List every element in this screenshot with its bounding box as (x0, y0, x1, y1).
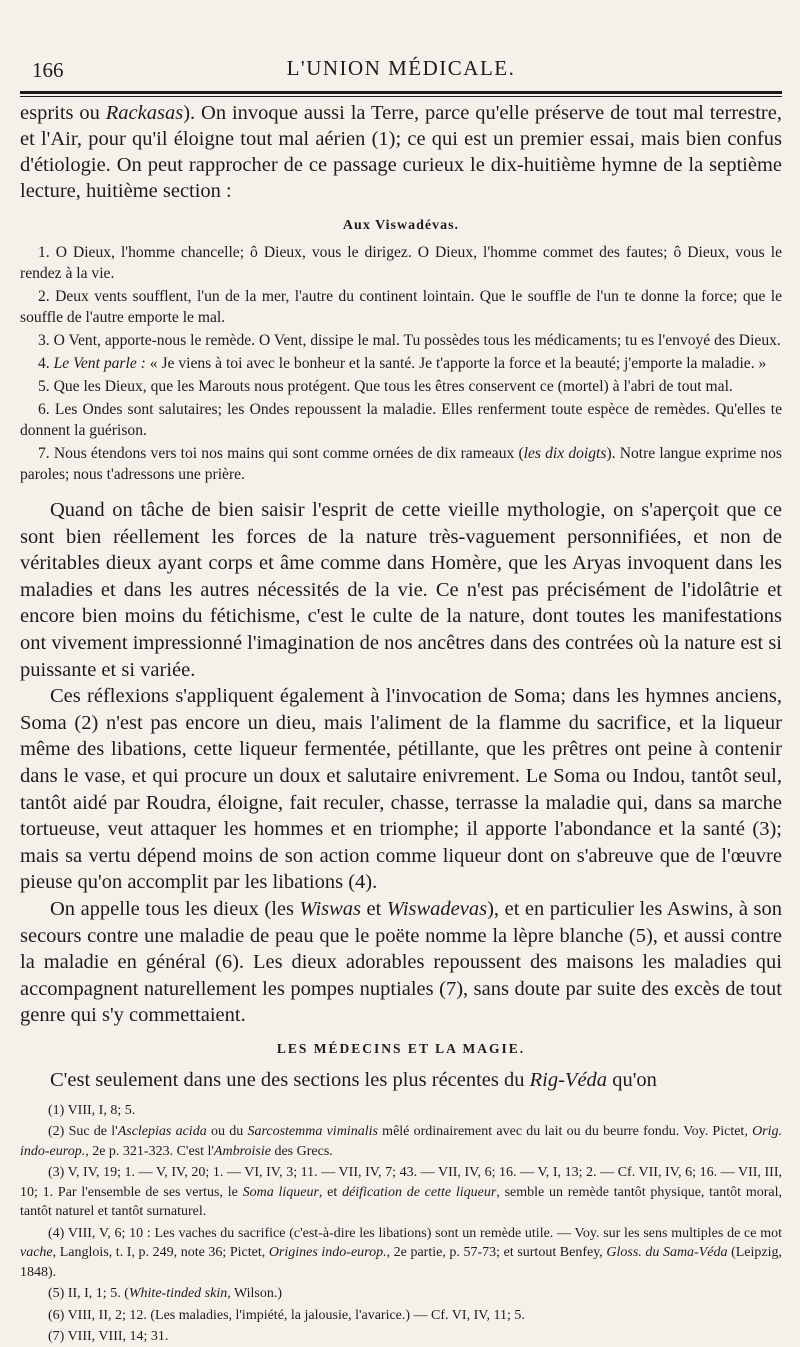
fn2-g: , 2e p. 321-323. C'est l' (85, 1143, 214, 1159)
paragraph-soma: Ces réflexions s'appliquent également à l'invocation de Soma; dans les hymnes anciens, Soma (2) n'est pas encore un dieu, mais l'aliment de la flamme du sacrifice, et la liqueur même des libations, cette liqueur fermentée, pétillante, que les prêtres ont peine à contenir dans le vase, et qui procure un doux et salutaire enivrement. Le Soma ou Indou, tantôt seul, tantôt aidé par Roudra, éloigne, fait reculer, chasse, terrasse la maladie qui, dans sa marche tortueuse, veut attaquer les hommes et en triomphe; il apporte l'abondance et la santé (3); mais sa vertu dépend moins de son action comme liqueur dont on s'abreuve que de l'œuvre pieuse qu'on accomplit par les libations (4). (20, 685, 782, 894)
aswins-text-c: ), et en particulier les Aswins, à son secours contre une maladie de peau que le poëte nomme la lèpre blanche (5), et aussi contre la maladie en général (6). Les dieux adorables repoussent des maisons les maladies qui accompagnent naturellement les pompes nuptiales (7), sans doute par suite des excès de tout genre qui s'y commettaient. (20, 897, 782, 1027)
section-heading: LES MÉDECINS ET LA MAGIE. (276, 1040, 526, 1056)
aswins-text-a: On appelle tous les dieux (les (50, 897, 300, 920)
intro-text-b: ). On invoque aussi la Terre, parce qu'elle préserve de tout mal terrestre, et l'Air, pour qu'il éloigne tout mal aérien (1); ce qui est un premier essai, mais bien confus d'étiologie. On peut rapprocher de ce passage curieux le dix-huitième hymne de la septième lecture, huitième section : (20, 102, 782, 202)
footnote-3 (20, 1163, 782, 1222)
fn3-d: déification de cette liqueur (342, 1184, 497, 1200)
fn4-d: Origines indo-europ. (268, 1245, 387, 1261)
footnote-1: (1) VIII, I, 8; 5. (48, 1102, 136, 1118)
footnote-6: (6) VIII, II, 2; 12. (Les maladies, l'impiété, la jalousie, l'avarice.) — Cf. VI, IV, 11; 5. (48, 1307, 525, 1323)
verse-7 (20, 443, 782, 485)
hymn-verses (20, 242, 782, 485)
paragraph-aswins (20, 896, 782, 1029)
aswins-text-b: et (361, 897, 387, 920)
fn5-a: (5) II, I, 1; 5. ( (48, 1286, 129, 1302)
fn4-e: , 2e partie, p. 57-73; et surtout Benfey, (386, 1245, 607, 1261)
fn2-d: Sarcostemma viminalis (247, 1124, 378, 1140)
fn3-b: Soma liqueur (242, 1184, 319, 1200)
fn2-a: (2) Suc de l' (48, 1124, 118, 1140)
verse-4 (20, 353, 782, 374)
verse-5: 5. Que les Dieux, que les Marouts nous protégent. Que tous les êtres conservent ce (mortel) à l'abri de tout mal. (38, 378, 733, 395)
fn4-f: Gloss. du Sama-Véda (606, 1245, 728, 1261)
verse-7-text-b: ). Notre langue exprime nos paroles; nous t'adressons une prière. (20, 445, 782, 483)
verse-4-number: 4. (38, 355, 54, 372)
fn2-i: des Grecs. (270, 1143, 333, 1159)
fn2-b: Asclepias acida (117, 1124, 207, 1140)
fn5-b: White-tinded skin (128, 1286, 228, 1302)
page-header (20, 50, 782, 84)
running-title: L'UNION MÉDICALE. (286, 56, 516, 80)
lead-rig-veda: Rig-Véda (529, 1068, 608, 1091)
header-rule (20, 91, 782, 94)
lead-text-a: C'est seulement dans une des sections les plus récentes du (50, 1068, 530, 1091)
lead-paragraph (20, 1067, 782, 1093)
footnote-5 (20, 1284, 782, 1304)
fn2-f: Orig. indo-europ. (20, 1124, 783, 1159)
aswins-wiswadevas: Wiswadevas (386, 897, 488, 920)
intro-paragraph (20, 100, 782, 204)
verse-7-text-a: 7. Nous étendons vers toi nos mains qui sont comme ornées de dix rameaux ( (38, 445, 524, 462)
fn3-a: (3) V, IV, 19; 1. — V, IV, 20; 1. — VI, IV, 3; 11. — VII, IV, 7; 43. — VII, IV, 6; 16. — V, I, 13; 2. — Cf. VII, IV, 6; 16. — VII, III, 10; 1. Par l'ensemble de ses vertus, le (20, 1165, 782, 1200)
verse-4-label: Le Vent parle : (53, 355, 146, 372)
footnote-4 (20, 1224, 782, 1283)
verse-2: 2. Deux vents soufflent, l'un de la mer, l'autre du continent lointain. Que le souffle de l'un te donne la force; que le souffle de l'autre emporte le mal. (20, 288, 782, 326)
verse-4-text: « Je viens à toi avec le bonheur et la santé. Je t'apporte la force et la beauté; j'emporte la maladie. » (145, 355, 767, 372)
footnotes (20, 1101, 782, 1347)
fn2-c: ou du (206, 1124, 248, 1140)
lead-text-b: qu'on (607, 1068, 657, 1091)
intro-text-a: esprits ou (20, 102, 106, 124)
verse-1: 1. O Dieux, l'homme chancelle; ô Dieux, vous le dirigez. O Dieux, l'homme commet des fautes; ô Dieux, vous le rendez à la vie. (20, 244, 782, 282)
fn4-a: (4) VIII, V, 6; 10 : Les vaches du sacrifice (c'est-à-dire les libations) sont un remède utile. — Voy. sur les sens multiples de ce mot (48, 1225, 782, 1241)
fn3-c: , et (318, 1184, 343, 1200)
fn2-h: Ambroisie (213, 1143, 271, 1159)
header-rule-thin (20, 96, 782, 97)
footnote-2 (20, 1122, 782, 1161)
fn4-g: (Leipzig, 1848). (20, 1245, 783, 1280)
fn2-e: mêlé ordinairement avec du lait ou du beurre fondu. Voy. Pictet, (377, 1124, 753, 1140)
paragraph-mythology: Quand on tâche de bien saisir l'esprit de cette vieille mythologie, on s'aperçoit que ce sont bien réellement les forces de la nature très-vaguement personnifiées, et non de véritables dieux ayant corps et âme comme dans Homère, que les Aryas invoquent dans les maladies et dans les autres nécessités de la vie. Ce n'est pas précisément de l'idolâtrie et encore bien moins du fétichisme, c'est le culte de la nature, dont toutes les manifestations ont vivement impressionné l'imagination de nos ancêtres dans des contrées où la nature est si puissante et si variée. (20, 499, 782, 681)
verse-7-italic: les dix doigts (523, 445, 607, 462)
fn5-c: , Wilson.) (227, 1286, 283, 1302)
hymn-title: Aux Viswadévas. (342, 218, 460, 233)
page-body (20, 100, 782, 1347)
aswins-wiswas: Wiswas (299, 897, 362, 920)
verse-3: 3. O Vent, apporte-nous le remède. O Vent, dissipe le mal. Tu possèdes tous les médicaments; tu es l'envoyé des Dieux. (38, 332, 781, 349)
footnote-7: (7) VIII, VIII, 14; 31. (48, 1329, 169, 1345)
intro-rackasas: Rackasas (105, 102, 184, 124)
fn4-c: , Langlois, t. I, p. 249, note 36; Pictet, (52, 1245, 269, 1261)
fn3-e: , semble un remède tantôt physique, tantôt moral, tantôt naturel et tantôt surnaturel. (20, 1184, 782, 1220)
verse-6: 6. Les Ondes sont salutaires; les Ondes repoussent la maladie. Elles renferment toute espèce de remèdes. Qu'elles te donnent la guérison. (20, 401, 782, 439)
page-number: 166 (32, 58, 64, 82)
fn4-b: vache (20, 1245, 53, 1261)
